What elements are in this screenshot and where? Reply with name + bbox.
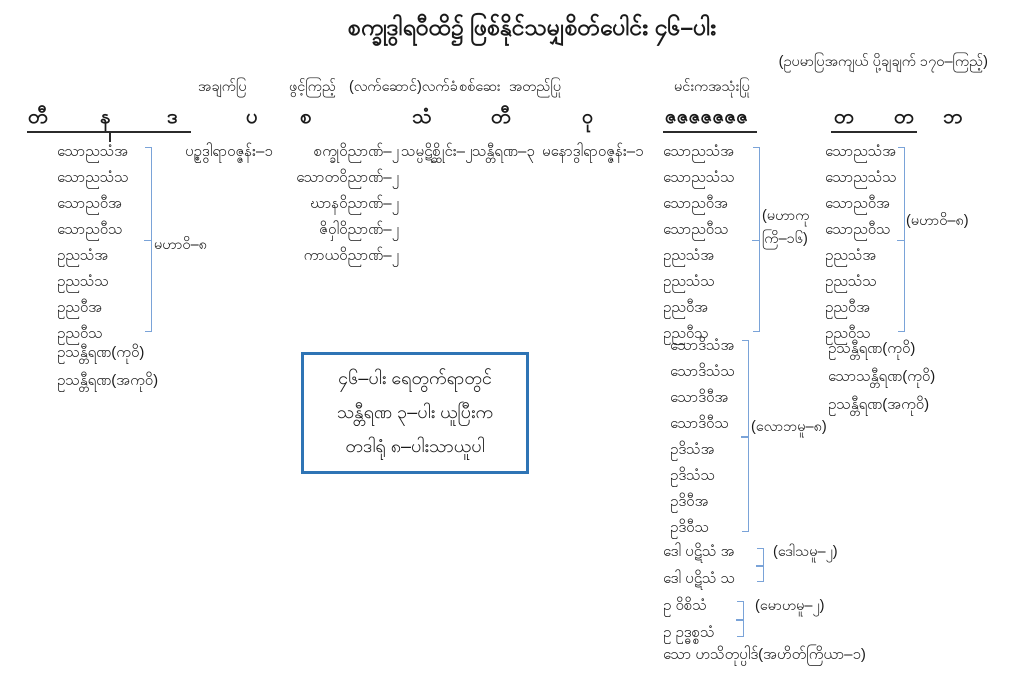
list-item: ဒေါ ပဋိသံ အ: [663, 543, 735, 560]
list-item: ဥသန္တီရဏ(အကုဝိ): [57, 372, 159, 389]
note-line: တဒါရုံ ၈–ပါးသာယူပါ: [345, 435, 485, 456]
list-item: ဥညဝီသ: [825, 325, 871, 342]
moment-letter: သံ: [412, 106, 432, 128]
bracket-label: မဟာဝိ–၈: [154, 236, 207, 253]
list-item: သောညဝီအ: [825, 195, 890, 212]
moment-letter: န: [100, 106, 111, 128]
list-item: သောဒိသံသ: [670, 363, 736, 380]
list-item: ဥညသံအ: [57, 247, 109, 264]
list-item: ဥ ဝိစိသံ: [663, 597, 707, 614]
moment-letter: ပ: [246, 106, 258, 128]
list-item: သောညသံအ: [825, 143, 897, 160]
list-item: ဥသန္တီရဏ(ကုဝိ): [57, 344, 145, 361]
stage-label: (လက်ဆောင်)လက်ခံ: [349, 79, 458, 95]
list-item: ဥညဝီအ: [57, 299, 103, 316]
list-item: ဥညဝီအ: [825, 299, 871, 316]
moment-letter: တီ: [491, 106, 511, 128]
vinnana-column: [287, 140, 399, 270]
moment-letters-javana: ဇဇဇဇဇဇဇ: [665, 106, 749, 128]
bracket: [145, 147, 152, 332]
list-item: သောညဝီသ: [825, 221, 891, 238]
list-item: သောညသံအ: [57, 143, 129, 160]
list-item: ဥညသံအ: [825, 247, 877, 264]
list-item: စက္ခုဝိညာဏ်–၂: [313, 143, 399, 160]
moment-letter: ဘ: [943, 106, 963, 128]
bracket-label: (မဟာကု: [762, 208, 810, 224]
stage-label: အတည်ပြု: [509, 79, 562, 95]
list-item: ဥညသံသ: [57, 273, 109, 290]
bracket: [742, 340, 749, 532]
moment-letter: တီ: [28, 106, 48, 128]
stage-label: မင်းကအသုံးပြု: [674, 79, 750, 95]
note-box: [301, 352, 529, 474]
moment-letter: ဒ: [167, 106, 178, 128]
list-item: သောသန္တီရဏ(ကုဝိ): [828, 368, 936, 385]
list-item: သောညသံသ: [825, 169, 897, 186]
moment-letter: တ: [834, 106, 854, 128]
bracket: [898, 147, 905, 332]
list-item: သောဒိဝီသ: [670, 415, 729, 432]
bracket: [757, 548, 764, 582]
list-item: သောညသံအ: [663, 143, 735, 160]
manodvaravajjana-cell: မနောဒွါရာဝဇ္ဇန်း–၁: [542, 143, 644, 160]
list-item: ဥဒိသံသ: [670, 467, 716, 484]
underline-tadarammana-group: [831, 131, 917, 133]
bracket: [753, 147, 760, 332]
list-item: သောဒိဝီအ: [670, 389, 729, 406]
list-item: ဥဒိဝီသ: [670, 519, 710, 536]
bracket-label: (ဒေါသမူ–၂): [773, 543, 838, 560]
list-item: သောညဝီအ: [57, 195, 122, 212]
bracket-label: (မဟာဝိ–၈): [906, 212, 969, 229]
hasituppada-cell: သော ဟသိတုပ္ပါဒ်(အဟိတ်ကြိယာ–၁): [663, 646, 866, 663]
list-item: ဥ ဥဒ္ဓစ္စသံ: [663, 624, 715, 641]
stage-label: စစ်ဆေး: [459, 79, 501, 95]
list-item: သောဒိသံအ: [670, 337, 735, 354]
note-line: ၄၆–ပါး ရေတွက်ရာတွင်: [338, 367, 492, 388]
list-item: ဥညဝီသ: [663, 325, 709, 342]
note-line: သန္တီရဏ ၃–ပါး ယူပြီးက: [336, 401, 494, 422]
list-item: သောညသံသ: [57, 169, 129, 186]
list-item: သောညဝီသ: [57, 221, 123, 238]
list-item: ဥညဝီသ: [57, 325, 103, 342]
bracket-label: (လောဘမူ–၈): [751, 418, 827, 435]
list-item: ဥသန္တီရဏ(ကုဝိ): [828, 340, 916, 357]
list-item: ဥညဝီအ: [663, 299, 709, 316]
moment-letter: ဝု: [582, 106, 594, 128]
list-item: ဥဒိသံအ: [670, 441, 715, 458]
bracket: [737, 601, 744, 637]
underline-javana-group: [663, 131, 757, 133]
list-item: ဥညသံသ: [825, 273, 877, 290]
list-item: သောညသံသ: [663, 169, 735, 186]
list-item: ဥသန္တီရဏ(အကုဝိ): [828, 396, 930, 413]
list-item: ဒေါ ပဋိသံ သ: [663, 570, 736, 587]
moment-letter: တ: [894, 106, 914, 128]
sampaticchana-cell: သမ္ပဋိစ္ဆိုင်း–၂: [401, 143, 473, 160]
santirana-cell: သန္တီရဏ–၃: [472, 143, 535, 160]
list-item: ဥညသံသ: [663, 273, 715, 290]
bracket-label: (မောဟမူ–၂): [755, 597, 825, 614]
bracket-label: ကြိ–၁၆): [762, 231, 808, 247]
page-title: စက္ခုဒွါရဝီထိ၌ ဖြစ်နိုင်သမျှစိတ်ပေါင်း ၄၆–ပါး: [347, 14, 717, 40]
pancadvaravajjana-cell: ပဉ္စဒွါရာဝဇ္ဇန်း–၁: [185, 143, 273, 160]
list-item: ဇိဝှါဝိညာဏ်–၂: [319, 221, 399, 238]
stage-label: ဖွင့်ကြည့်: [289, 79, 336, 95]
stage-label: အချက်ပြ: [198, 79, 247, 95]
moment-letter: စ: [300, 106, 312, 128]
list-item: သောတဝိညာဏ်–၂: [296, 169, 399, 186]
page-subtitle: (ဥပမာပြအကျယ် ပို့ချချက် ၁၇၀–ကြည့်): [778, 54, 988, 70]
list-item: ဃာနဝိညာဏ်–၂: [310, 195, 399, 212]
list-item: ဥဒိဝီအ: [670, 493, 709, 510]
list-item: သောညဝီအ: [663, 195, 728, 212]
list-item: ကာယဝိညာဏ်–၂: [303, 247, 399, 264]
list-item: ဥညသံအ: [663, 247, 715, 264]
list-item: သောညဝီသ: [663, 221, 729, 238]
